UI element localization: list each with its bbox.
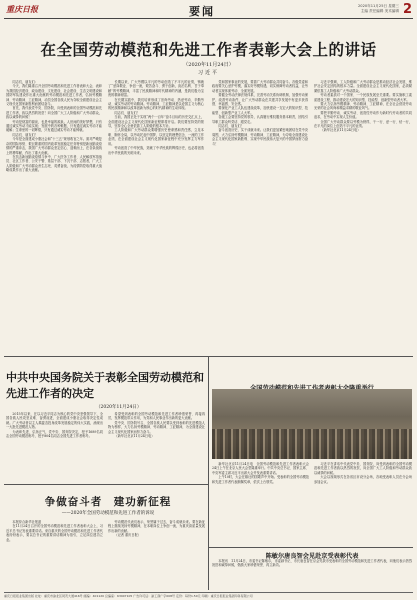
meeting-photo-crowd — [212, 429, 412, 459]
commentary-column-1: 本报综合新华社报道 在11月24日召开的全国劳动模范和先进工作者表彰大会上，习近平总书记发表重要讲话。来自重庆的全国劳动模范和先进工作者代表纷纷表示，要以总书记的重要讲话精神为指引，立足岗位建功立业。 — [6, 520, 103, 542]
decision-column-2: 希望受到表彰的全国劳动模范和先进工作者珍惜荣誉、再接再厉，发挥模范带头作用，为党和人民事业作出新的更大贡献。 党中央、国务院号召，全国各族人民要以受到表彰的先进模范人物为榜样，大力弘扬劳模精神、劳动精神、工匠精神，为全面建设社会主义现代化国家而努力奋斗。 （新华社北京11月24日电） — [108, 412, 205, 439]
footer-imprint: 重庆日报报业集团出版 社址：重庆市渝北区同茂大道416号 邮编：401120 总编室：63907105 广告许可证：渝工商广字008号 定价：每份1.50元 印刷：重庆日报报业集团印务有限公司 — [4, 592, 413, 598]
meeting-photo — [212, 389, 412, 459]
speech-column-1: 同志们，朋友们： 今天，我们隆重召开全国劳动模范和先进工作者表彰大会，表彰为我国经济建设、政治建设、文化建设、社会建设、生态文明建设和国防军队建设作出重大贡献的劳动模范和先进工作者，弘扬劳模精神、劳动精神、工匠精神，动员全国各族人民为夺取全面建设社会主义现代化国家新胜利而团结奋斗。 首先，我代表党中央、国务院，向受到表彰的全国劳动模范和先进工作者，致以热烈的祝贺！向全国广大工人阶级和广大劳动群众，致以诚挚的问候！ 劳动是财富的源泉，也是幸福的源泉。人世间的美好梦想，只有通过诚实劳动才能实现；发展中的各种难题，只有通过诚实劳动才能破解；生命里的一切辉煌，只有通过诚实劳动才能铸就。 同志们、朋友们！ 今年是全面建成小康社会和“十三五”规划收官之年。面对严峻复杂的国际形势、艰巨繁重的国内改革发展稳定任务特别是新冠肺炎疫情的严重冲击，我国广大劳动群众坚定信心、迎难而上，在各条战线上拼搏奉献，作出了重大贡献。 在抗击新冠肺炎疫情斗争中，广大医务工作者、人民解放军指战员、社区工作者、公安干警、基层干部、下沉干部、志愿者，广大工人阶级和广大劳动群众舍生忘死、英勇奋战，为疫情防控取得重大战略成果作出了重大贡献。 — [6, 80, 102, 173]
decision-column-1: 2015年以来，在以习近平同志为核心的党中央坚强领导下，全国各族人民攻坚克难、奋勇前进，全面建成小康社会取得决定性成就。广大劳动者以主人翁姿态投身改革发展稳定的伟大实践，涌现出一大批先进模范人物。 为表彰先进、弘扬正气，党中央、国务院决定，授予1689名同志全国劳动模范称号，授予804名同志全国先进工作者称号。 — [6, 412, 103, 439]
meeting-column-1: 新华社北京11月24日电 全国劳动模范和先进工作者表彰大会24日上午在北京人民大会堂隆重举行。中共中央总书记、国家主席、中央军委主席习近平出席大会并发表重要讲话。 上午10时，大会在雄壮的国歌声中开始。受表彰的全国劳动模范和先进工作者代表胸佩奖章，依次上台领奖。 — [212, 462, 309, 484]
meeting-column-2: 习近平在讲话中代表党中央、国务院，向受到表彰的全国劳动模范和先进工作者致以热烈的祝贺，向全国广大工人阶级和劳动群众致以诚挚的问候。 大会以视频形式在各省区市设分会场，各地受表彰人员在分会场参加会议。 — [314, 462, 412, 484]
right-divider — [209, 547, 413, 548]
commentary-column-2: 劳动模范代表们表示，荣誉属于过去，奋斗成就未来。要在新征程上继续发扬劳模精神，在本职岗位上争创一流，为重庆高质量发展作出新的贡献。 （记者 重庆日报） — [108, 520, 205, 538]
speech-column-4: 习近平强调，工人阶级和广大劳动群众是推动经济社会发展、维护社会安定团结的根本力量。全面建设社会主义现代化国家，必须紧紧依靠工人阶级和广大劳动群众。 劳动者素质对一个国家、一个民族发展至关重要。要实施职工素质建设工程，推动建设宏大的知识型、技能型、创新型劳动者大军。 要大力弘扬劳模精神、劳动精神、工匠精神，在全社会营造劳动光荣的社会风尚和精益求精的敬业风气。 要把辛勤劳动、诚实劳动、创造性劳动作为新时代劳动者的共同追求，在劳动中实现人生价值。 全国广大劳动群众要以劳模为榜样，干一行、爱一行、钻一行，在平凡的岗位上创造不平凡的业绩。 （新华社北京11月24日电） — [314, 80, 412, 133]
page-number: 2 — [402, 2, 412, 17]
issue-meta — [358, 4, 399, 14]
main-author: 习近平 — [197, 70, 219, 76]
main-headline: 在全国劳动模范和先进工作者表彰大会上的讲话 — [40, 40, 377, 59]
column-divider — [208, 357, 209, 590]
editor-line: 主编 责任编辑 美术编辑 — [360, 9, 399, 13]
section-title: 要闻 — [189, 5, 215, 18]
decision-date: （2020年11月24日） — [96, 405, 142, 410]
commentary-subtitle: ——2020年全国劳动模范和先进工作者的诉说 — [61, 511, 155, 516]
issue-date: 2020年11月25日 星期三 — [358, 4, 399, 8]
decision-headline: 中共中央国务院关于表彰全国劳动模范和先进工作者的决定 — [6, 371, 204, 400]
main-date: （2020年11月24日） — [183, 62, 234, 68]
masthead — [4, 3, 413, 19]
leader-meeting-headline: 陈敏尔唐良智会见赴京受表彰代表 — [265, 553, 359, 560]
leader-meeting-body: 本报讯 11月24日，市委书记陈敏尔，市委副书记、市长唐良智在京会见我市受表彰的全国劳动模范和先进工作者代表，向他们表示热烈祝贺和诚挚问候，勉励大家珍惜荣誉、再立新功。 — [212, 559, 412, 568]
speech-column-2: 长期以来，广大劳模以平凡的劳动创造了不平凡的业绩，铸就了“爱岗敬业、争创一流，艰苦奋斗、勇于创新，淡泊名利、甘于奉献”的劳模精神，丰富了民族精神和时代精神的内涵，是我们极为宝贵的精神财富。 在长期实践中，我们培育形成了崇尚劳动、热爱劳动、辛勤劳动、诚实劳动的劳动精神。劳动精神、工匠精神是以爱国主义为核心的民族精神和以改革创新为核心的时代精神的生动体现。 同志们、朋友们！ 当前，我国正处于实现“两个一百年”奋斗目标的历史交汇点上，全面建设社会主义现代化国家新征程即将开启。我们要坚持党的领导，坚持全心全意依靠工人阶级的根本方针。 工人阶级和广大劳动群众要增强历史使命感和责任感，立足本职、胸怀全局，以劳动托起中国梦，以坚定的理想信念、一流的工作业绩，在全面建设社会主义现代化国家新征程中充分发挥主力军作用。 劳动创造了中华民族，造就了中华民族的辉煌历史，也必将创造出中华民族的光明未来。 — [108, 80, 204, 155]
paper-name: 重庆日报 — [6, 4, 38, 14]
speech-column-3: 党和国家事业的发展，要靠广大劳动群众共同奋斗。各级党委和政府要关心爱护劳模，落实好劳模待遇，切实保障劳动者权益，让劳动者实现体面劳动、全面发展。 要健全劳动法律法规体系，完善劳动关系协调机制，加强劳动保护，改善劳动条件，让广大劳动群众在共建共享发展中有更多获得感、幸福感、安全感。 要深化产业工人队伍建设改革，加快建设一支宏大的知识型、技能型、创新型产业工人大军。 各级工会要坚持党的领导，认真履行维权服务基本职责，团结引导职工群众听党话、跟党走。 同志们、朋友们！ 奋斗创造历史，实干成就未来。让我们更加紧密地团结在党中央周围，大力弘扬劳模精神、劳动精神、工匠精神，为夺取全面建设社会主义现代化国家新胜利、实现中华民族伟大复兴的中国梦而努力奋斗！ — [212, 80, 308, 146]
commentary-headline: 争做奋斗者 建功新征程 — [44, 496, 172, 508]
decision-divider — [4, 484, 208, 485]
